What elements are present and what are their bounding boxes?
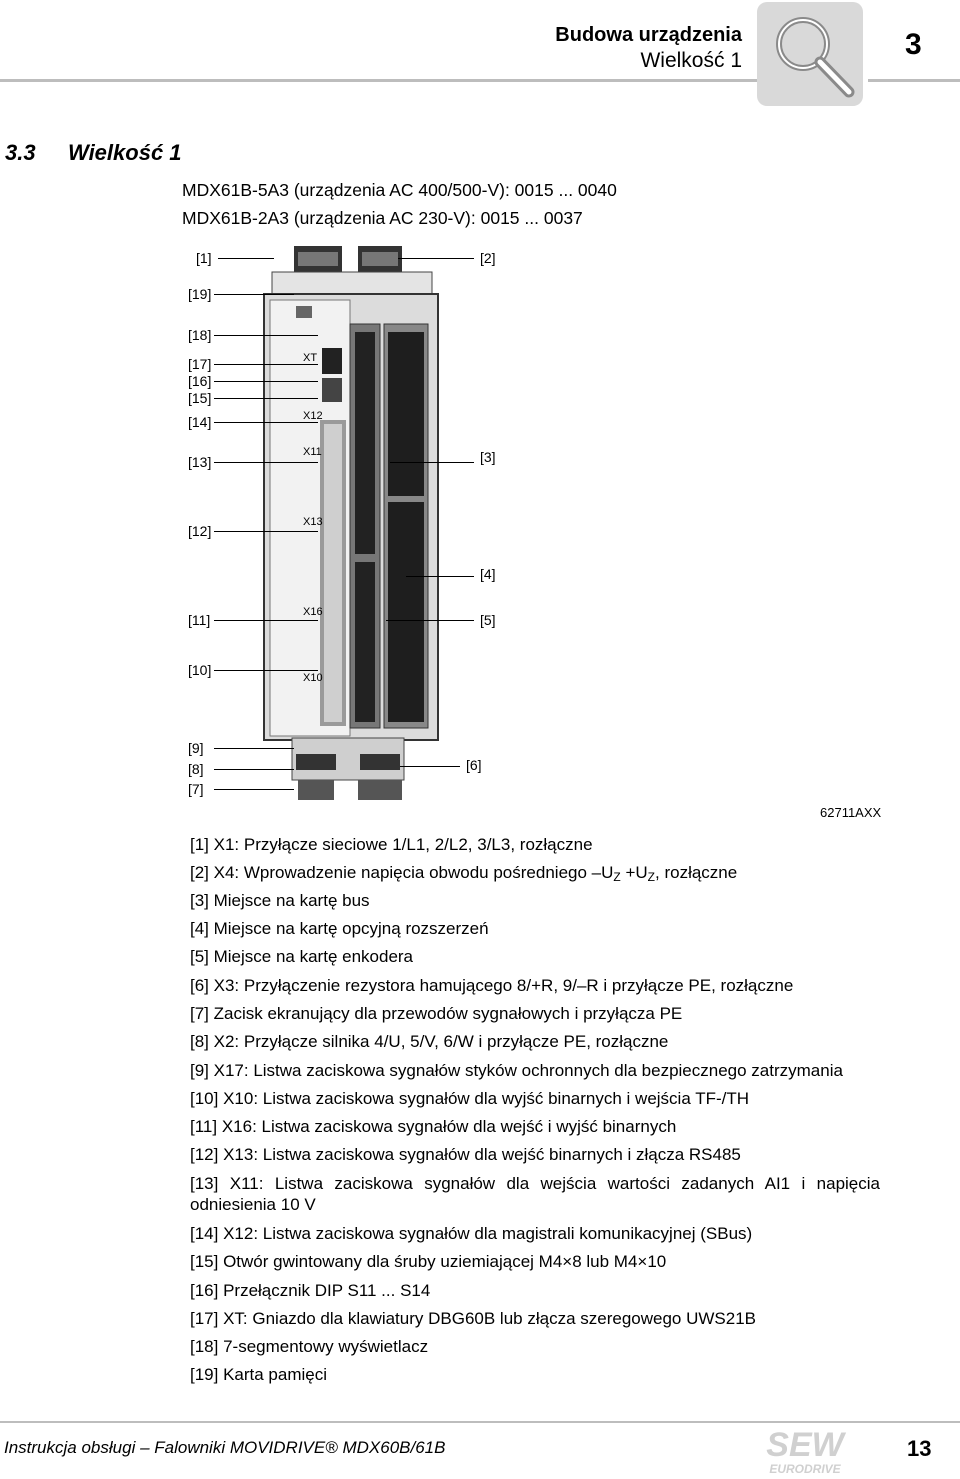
leader-13 xyxy=(214,462,318,463)
leader-14 xyxy=(214,422,318,423)
magnifier-icon xyxy=(757,2,863,106)
header-subtitle: Wielkość 1 xyxy=(640,49,742,72)
leader-11 xyxy=(214,620,318,621)
legend-item-2-sub-1: Z xyxy=(613,870,621,884)
callout-4: [4] xyxy=(480,566,496,582)
device-label-x11: X11 xyxy=(303,446,322,458)
legend-item-13: [13] X11: Listwa zaciskowa sygnałów dla wejścia wartości zadanych AI1 i napięcia odniesienia 10 V xyxy=(190,1174,880,1214)
header-rule-right xyxy=(868,79,960,82)
legend-item-3: [3] Miejsce na kartę bus xyxy=(190,891,370,910)
legend-item-11: [11] X16: Listwa zaciskowa sygnałów dla wejść i wyjść binarnych xyxy=(190,1117,677,1136)
leader-5 xyxy=(386,620,474,621)
svg-text:SEW: SEW xyxy=(766,1428,844,1464)
leader-16 xyxy=(214,381,318,382)
page-number: 13 xyxy=(907,1436,932,1461)
legend-item-1: [1] X1: Przyłącze sieciowe 1/L1, 2/L2, 3/L3, rozłączne xyxy=(190,835,593,854)
callout-12: [12] xyxy=(188,523,212,539)
callout-1: [1] xyxy=(196,250,212,266)
header-rule xyxy=(0,79,757,82)
legend-item-18: [18] 7-segmentowy wyświetlacz xyxy=(190,1337,429,1356)
svg-text:EURODRIVE: EURODRIVE xyxy=(769,1462,841,1476)
leader-8 xyxy=(214,769,294,770)
leader-10 xyxy=(214,670,318,671)
callout-13: [13] xyxy=(188,454,212,470)
callout-18: [18] xyxy=(188,327,212,343)
callout-19: [19] xyxy=(188,286,212,302)
section-number: 3.3 xyxy=(5,140,36,165)
footer-text: Instrukcja obsługi – Falowniki MOVIDRIVE® MDX60B/61B xyxy=(4,1438,446,1457)
leader-18 xyxy=(214,335,318,336)
device-illustration xyxy=(262,244,442,804)
callout-8: [8] xyxy=(188,761,204,777)
sew-eurodrive-logo xyxy=(753,1428,857,1478)
section-title: Wielkość 1 xyxy=(68,140,182,165)
callout-16: [16] xyxy=(188,373,212,389)
legend-item-17: [17] XT: Gniazdo dla klawiatury DBG60B lub złącza szeregowego UWS21B xyxy=(190,1309,756,1328)
legend-item-9: [9] X17: Listwa zaciskowa sygnałów styków ochronnych dla bezpiecznego zatrzymania xyxy=(190,1061,843,1080)
callout-11: [11] xyxy=(188,612,211,628)
device-label-x12: X12 xyxy=(303,410,323,422)
footer-rule xyxy=(0,1421,960,1423)
legend-item-5: [5] Miejsce na kartę enkodera xyxy=(190,947,414,966)
leader-6 xyxy=(400,766,460,767)
leader-17 xyxy=(214,364,318,365)
callout-2: [2] xyxy=(480,250,496,266)
model-line-2: MDX61B-2A3 (urządzenia AC 230-V): 0015 ... 0037 xyxy=(182,208,583,228)
legend-item-7: [7] Zacisk ekranujący dla przewodów sygnałowych i przyłącza PE xyxy=(190,1004,683,1023)
callout-9: [9] xyxy=(188,740,204,756)
leader-9 xyxy=(214,748,294,749)
legend-item-2-middle: +U xyxy=(620,863,648,882)
leader-12 xyxy=(214,531,318,532)
device-label-xt: XT xyxy=(303,352,318,364)
legend-item-8: [8] X2: Przyłącze silnika 4/U, 5/V, 6/W i przyłącze PE, rozłączne xyxy=(190,1032,669,1051)
figure-id: 62711AXX xyxy=(820,805,882,820)
callout-10: [10] xyxy=(188,662,212,678)
callout-14: [14] xyxy=(188,414,212,430)
legend-item-12: [12] X13: Listwa zaciskowa sygnałów dla wejść binarnych i złącza RS485 xyxy=(190,1145,741,1164)
callout-5: [5] xyxy=(480,612,496,628)
leader-2 xyxy=(398,258,474,259)
callout-17: [17] xyxy=(188,356,212,372)
legend-item-19: [19] Karta pamięci xyxy=(190,1365,328,1384)
legend-item-10: [10] X10: Listwa zaciskowa sygnałów dla wyjść binarnych i wejścia TF-/TH xyxy=(190,1089,750,1108)
legend-item-15: [15] Otwór gwintowany dla śruby uziemiającej M4×8 lub M4×10 xyxy=(190,1252,667,1271)
legend-item-2-suffix: , rozłączne xyxy=(655,863,738,882)
device-label-x13: X13 xyxy=(303,516,323,528)
leader-4 xyxy=(406,576,474,577)
callout-15: [15] xyxy=(188,390,212,406)
header-title-block xyxy=(555,22,742,74)
callout-6: [6] xyxy=(466,757,482,773)
callout-3: [3] xyxy=(480,449,496,465)
device-label-x10: X10 xyxy=(303,672,323,684)
leader-3 xyxy=(390,462,474,463)
leader-1 xyxy=(218,258,274,259)
chapter-number: 3 xyxy=(905,28,922,61)
legend-item-16: [16] Przełącznik DIP S11 ... S14 xyxy=(190,1281,431,1300)
header-title: Budowa urządzenia xyxy=(555,24,742,46)
legend-item-14: [14] X12: Listwa zaciskowa sygnałów dla magistrali komunikacyjnej (SBus) xyxy=(190,1224,753,1243)
callout-7: [7] xyxy=(188,781,204,797)
legend-item-2-sub-2: Z xyxy=(647,870,656,884)
legend-item-2 xyxy=(190,862,880,888)
legend-item-4: [4] Miejsce na kartę opcyjną rozszerzeń xyxy=(190,919,489,938)
model-line-1: MDX61B-5A3 (urządzenia AC 400/500-V): 0015 ... 0040 xyxy=(182,180,617,200)
leader-19 xyxy=(214,294,294,295)
leader-7 xyxy=(214,789,294,790)
device-label-x16: X16 xyxy=(303,606,323,618)
leader-15 xyxy=(214,398,318,399)
legend-item-6: [6] X3: Przyłączenie rezystora hamującego 8/+R, 9/–R i przyłącze PE, rozłączne xyxy=(190,976,794,995)
legend-item-2-prefix: [2] X4: Wprowadzenie napięcia obwodu pośredniego –U xyxy=(190,863,614,882)
